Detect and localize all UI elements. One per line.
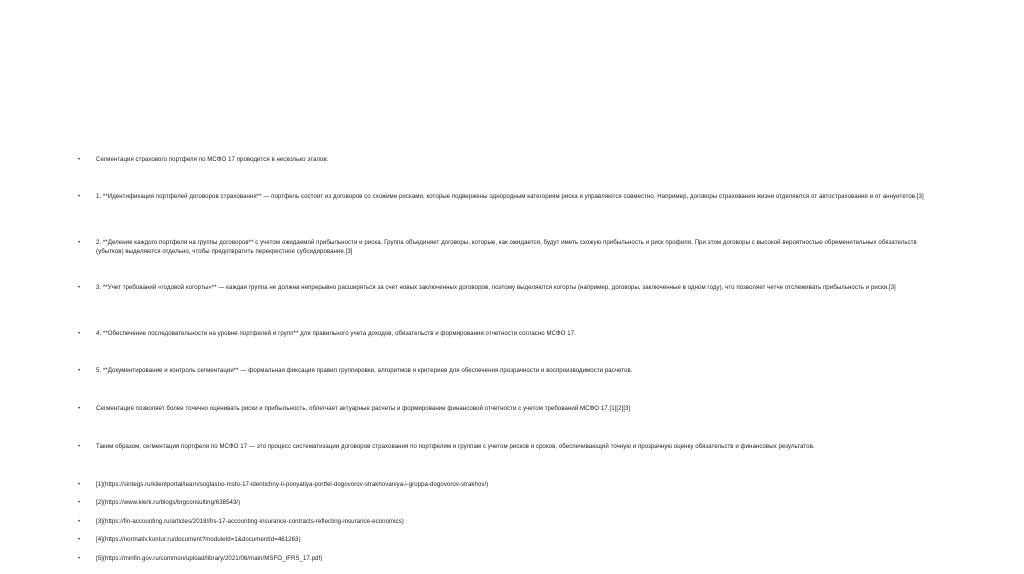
- step-3-paragraph: • 3. **Учет требований «годовой когорты»** — каждая группа не должна непрерывно расширяться за счет новых заключенных договоров, поэтому выделяются когорты (например, договоры, заключенные в одном году), что позволяет четче отслеживать прибыльность и риски.[3]: [76, 284, 936, 293]
- step-5-paragraph: • 5. **Документирование и контроль сегментации** — формальная фиксация правил группировки, алгоритмов и критериев для обеспечения прозрачности и воспроизводимости расчетов.: [76, 367, 936, 376]
- benefits-paragraph: • Сегментация позволяет более точечно оценивать риски и прибыльность, облегчает актуарные расчеты и формирование финансовой отчетности с учетом требований МСФО 17.[1][2][3]: [76, 405, 936, 414]
- step-2-paragraph: • 2. **Деление каждого портфеля на группы договоров** с учетом ожидаемой прибыльности и риска. Группа объединяет договоры, которые, как ожидается, будут иметь схожую прибыльность и риск профиля. При этом договоры с высокой вероятностью обременительных обязательств (убытков) выделяются отдельно, чтобы предотвратить перекрестное субсидирование.[3]: [76, 239, 936, 256]
- reference-4: • [4](https://normativ.kontur.ru/document?moduleId=1&documentId=461263): [76, 536, 936, 545]
- conclusion-paragraph: • Таким образом, сегментация портфеля по МСФО 17 — это процесс систематизации договоров страхования по портфелям и группам с учетом рисков и сроков, обеспечивающий точную и прозрачную оценку обязательств и финансовых результатов.: [76, 443, 936, 452]
- reference-1: • [1](https://sintegs.ru/klientportal/learn/soglasno-msfo-17-identichny-li-ponyatiya-portfel-dogovorov-strakhovaniya-i-gruppa-dogovorov-strakhov/): [76, 481, 936, 490]
- step-4-paragraph: • 4. **Обеспечение последовательности на уровне портфелей и групп** для правильного учета доходов, обязательств и формирования отчетности согласно МСФО 17.: [76, 330, 936, 339]
- reference-3: • [3](https://fin-accounting.ru/articles/2018/ifrs-17-accounting-insurance-contracts-reflecting-insurance-economics): [76, 518, 936, 527]
- reference-5: • [5](https://minfin.gov.ru/common/upload/library/2021/06/main/MSFO_IFRS_17.pdf): [76, 555, 936, 564]
- step-1-paragraph: • 1. **Идентификация портфелей договоров страхования** — портфель состоит из договоров со схожими рисками, которые подвержены однородным категориям риска и управляются совместно. Например, договоры страхования жизни отделяются от автострахования и от аннуитетов.[3]: [76, 193, 936, 202]
- intro-paragraph: • Сегментация страхового портфеля по МСФО 17 проводится в несколько этапов:: [76, 156, 936, 165]
- reference-2: • [2](https://www.klerk.ru/blogs/brgconsulting/638543/): [76, 499, 936, 508]
